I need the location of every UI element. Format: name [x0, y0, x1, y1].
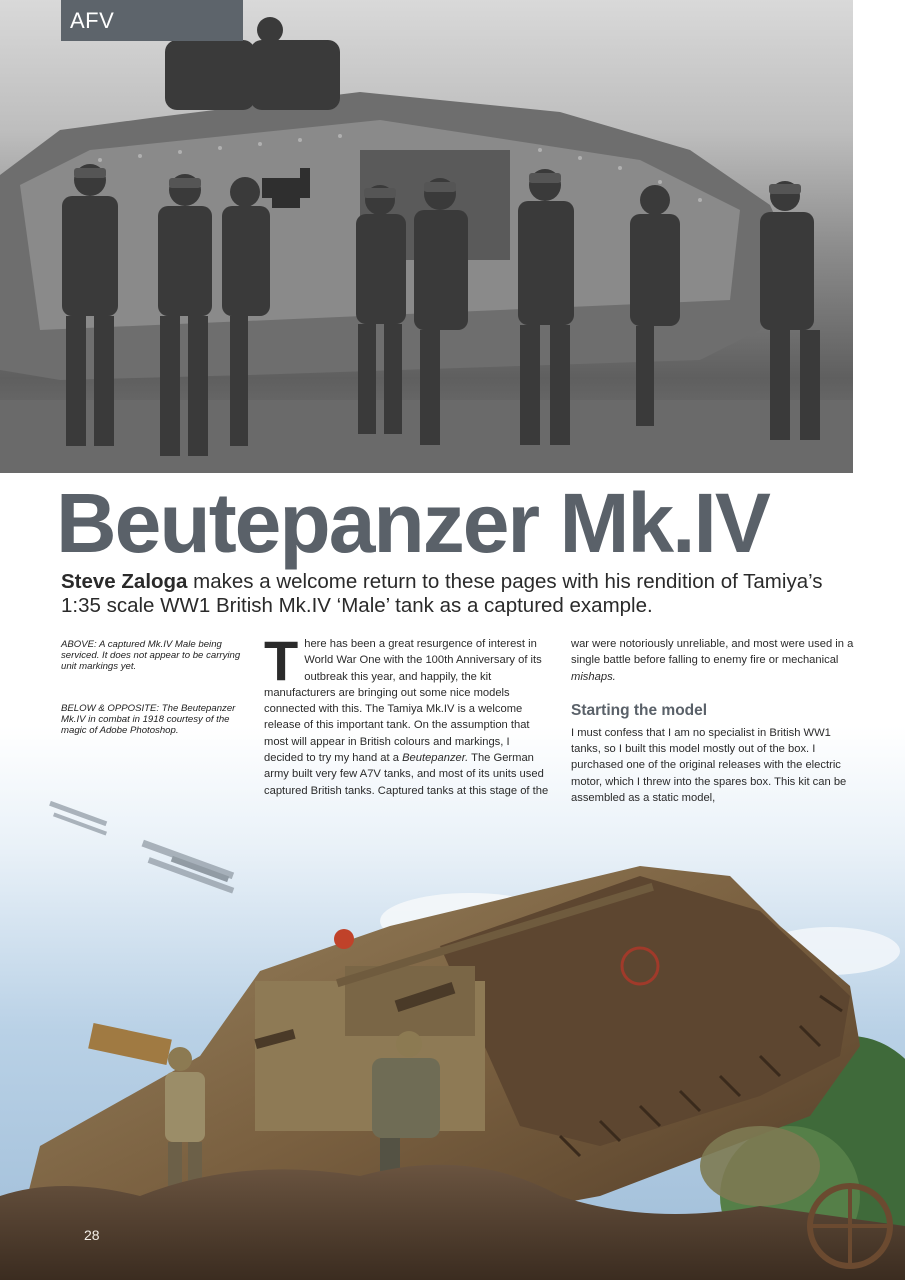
section-tab: AFV	[61, 0, 243, 41]
body-text: I must confess that I am no specialist in British WW1 tanks, so I built this model mostly out of the box. I purchased one of the original releases with the electric motor, which I threw into the spares box. This kit can be assembled as a static model,	[571, 726, 847, 805]
body-text: war were notoriously unreliable, and most were used in a single battle before falling to enemy fire or mechanical	[571, 638, 854, 667]
diorama-photo-illustration	[0, 726, 905, 1280]
diorama-photo	[0, 726, 905, 1280]
caption-below: BELOW & OPPOSITE: The Beutepanzer Mk.IV in combat in 1918 courtesy of the magic of Adobe Photoshop.	[61, 703, 236, 736]
body-column-2	[571, 636, 861, 806]
body-emphasis: Beutepanzer.	[402, 752, 469, 765]
caption-above: ABOVE: A captured Mk.IV Male being serviced. It does not appear to be carrying unit markings yet.	[61, 639, 241, 672]
body-text: here has been a great resurgence of interest in World War One with the 100th Anniversary of its outbreak this year, and happily, the kit manufacturers are bringing out some nice models connected with this. The Tamiya Mk.IV is a welcome release of this important tank. On the assumption that most will appear in British colours and markings, I decided to try my hand at a	[264, 638, 542, 765]
archival-photo-illustration	[0, 0, 853, 473]
author-name: Steve Zaloga	[61, 570, 188, 593]
standfirst	[61, 570, 841, 618]
page-number: 28	[84, 1227, 100, 1243]
section-subhead: Starting the model	[571, 701, 708, 719]
body-column-1	[264, 629, 549, 799]
standfirst-text: makes a welcome return to these pages with his rendition of Tamiya’s 1:35 scale WW1 British Mk.IV ‘Male’ tank as a captured example.	[61, 570, 823, 617]
article-headline: Beutepanzer Mk.IV	[56, 476, 769, 570]
body-emphasis: mishaps.	[571, 670, 616, 683]
archival-photo-captured-tank	[0, 0, 853, 473]
body-text: The German army built very few A7V tanks, and most of its units used captured British tanks. Captured tanks at this stage of the	[264, 752, 549, 797]
drop-cap: T	[264, 629, 299, 692]
